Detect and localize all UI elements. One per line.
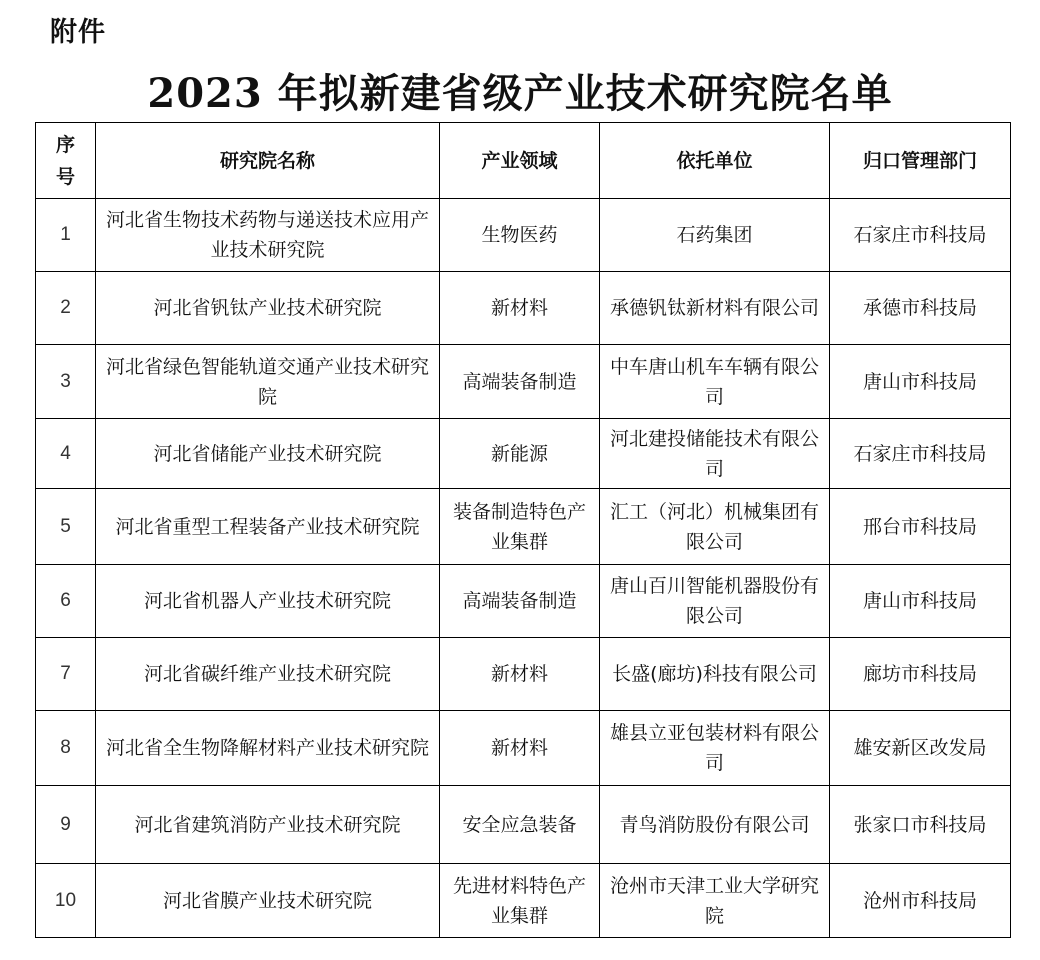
table-row (36, 565, 1011, 638)
row-index: 8 (36, 711, 96, 786)
managing-department: 邢台市科技局 (830, 489, 1011, 565)
row-index: 10 (36, 864, 96, 938)
industry-field: 装备制造特色产业集群 (440, 489, 600, 565)
table-row (36, 345, 1011, 419)
row-index: 3 (36, 345, 96, 419)
host-organization: 青鸟消防股份有限公司 (600, 786, 830, 864)
institute-name: 河北省钒钛产业技术研究院 (96, 272, 440, 345)
host-organization: 承德钒钛新材料有限公司 (600, 272, 830, 345)
institute-name: 河北省全生物降解材料产业技术研究院 (96, 711, 440, 786)
institute-name: 河北省生物技术药物与递送技术应用产业技术研究院 (96, 199, 440, 272)
table-row (36, 638, 1011, 711)
row-index: 1 (36, 199, 96, 272)
managing-department: 沧州市科技局 (830, 864, 1011, 938)
industry-field: 新材料 (440, 272, 600, 345)
managing-department: 唐山市科技局 (830, 345, 1011, 419)
managing-department: 承德市科技局 (830, 272, 1011, 345)
managing-department: 石家庄市科技局 (830, 419, 1011, 489)
table-row (36, 489, 1011, 565)
industry-field: 先进材料特色产业集群 (440, 864, 600, 938)
row-index: 5 (36, 489, 96, 565)
column-header-field: 产业领域 (440, 123, 600, 199)
table-header-row (36, 123, 1011, 199)
institute-name: 河北省重型工程装备产业技术研究院 (96, 489, 440, 565)
managing-department: 雄安新区改发局 (830, 711, 1011, 786)
industry-field: 新材料 (440, 638, 600, 711)
host-organization: 汇工（河北）机械集团有限公司 (600, 489, 830, 565)
host-organization: 唐山百川智能机器股份有限公司 (600, 565, 830, 638)
industry-field: 高端装备制造 (440, 345, 600, 419)
host-organization: 长盛(廊坊)科技有限公司 (600, 638, 830, 711)
row-index: 9 (36, 786, 96, 864)
industry-field: 生物医药 (440, 199, 600, 272)
industry-field: 新能源 (440, 419, 600, 489)
table-row (36, 711, 1011, 786)
table-row (36, 864, 1011, 938)
row-index: 6 (36, 565, 96, 638)
institute-name: 河北省碳纤维产业技术研究院 (96, 638, 440, 711)
table-row (36, 786, 1011, 864)
managing-department: 张家口市科技局 (830, 786, 1011, 864)
host-organization: 中车唐山机车车辆有限公司 (600, 345, 830, 419)
row-index: 7 (36, 638, 96, 711)
host-organization: 石药集团 (600, 199, 830, 272)
row-index: 2 (36, 272, 96, 345)
row-index: 4 (36, 419, 96, 489)
table-row (36, 419, 1011, 489)
table-row (36, 199, 1011, 272)
column-header-unit: 依托单位 (600, 123, 830, 199)
column-header-index: 序号 (36, 123, 96, 199)
host-organization: 雄县立亚包装材料有限公司 (600, 711, 830, 786)
attachment-label: 附件 (50, 17, 106, 48)
column-header-name: 研究院名称 (96, 123, 440, 199)
document-title: 2023 年拟新建省级产业技术研究院名单 (147, 70, 893, 117)
host-organization: 沧州市天津工业大学研究院 (600, 864, 830, 938)
host-organization: 河北建投储能技术有限公司 (600, 419, 830, 489)
managing-department: 廊坊市科技局 (830, 638, 1011, 711)
managing-department: 唐山市科技局 (830, 565, 1011, 638)
managing-department: 石家庄市科技局 (830, 199, 1011, 272)
institute-name: 河北省建筑消防产业技术研究院 (96, 786, 440, 864)
industry-field: 高端装备制造 (440, 565, 600, 638)
industry-field: 安全应急装备 (440, 786, 600, 864)
institute-roster-table (35, 122, 1011, 938)
institute-name: 河北省膜产业技术研究院 (96, 864, 440, 938)
industry-field: 新材料 (440, 711, 600, 786)
table-row (36, 272, 1011, 345)
institute-name: 河北省绿色智能轨道交通产业技术研究院 (96, 345, 440, 419)
institute-name: 河北省机器人产业技术研究院 (96, 565, 440, 638)
column-header-dept: 归口管理部门 (830, 123, 1011, 199)
institute-name: 河北省储能产业技术研究院 (96, 419, 440, 489)
